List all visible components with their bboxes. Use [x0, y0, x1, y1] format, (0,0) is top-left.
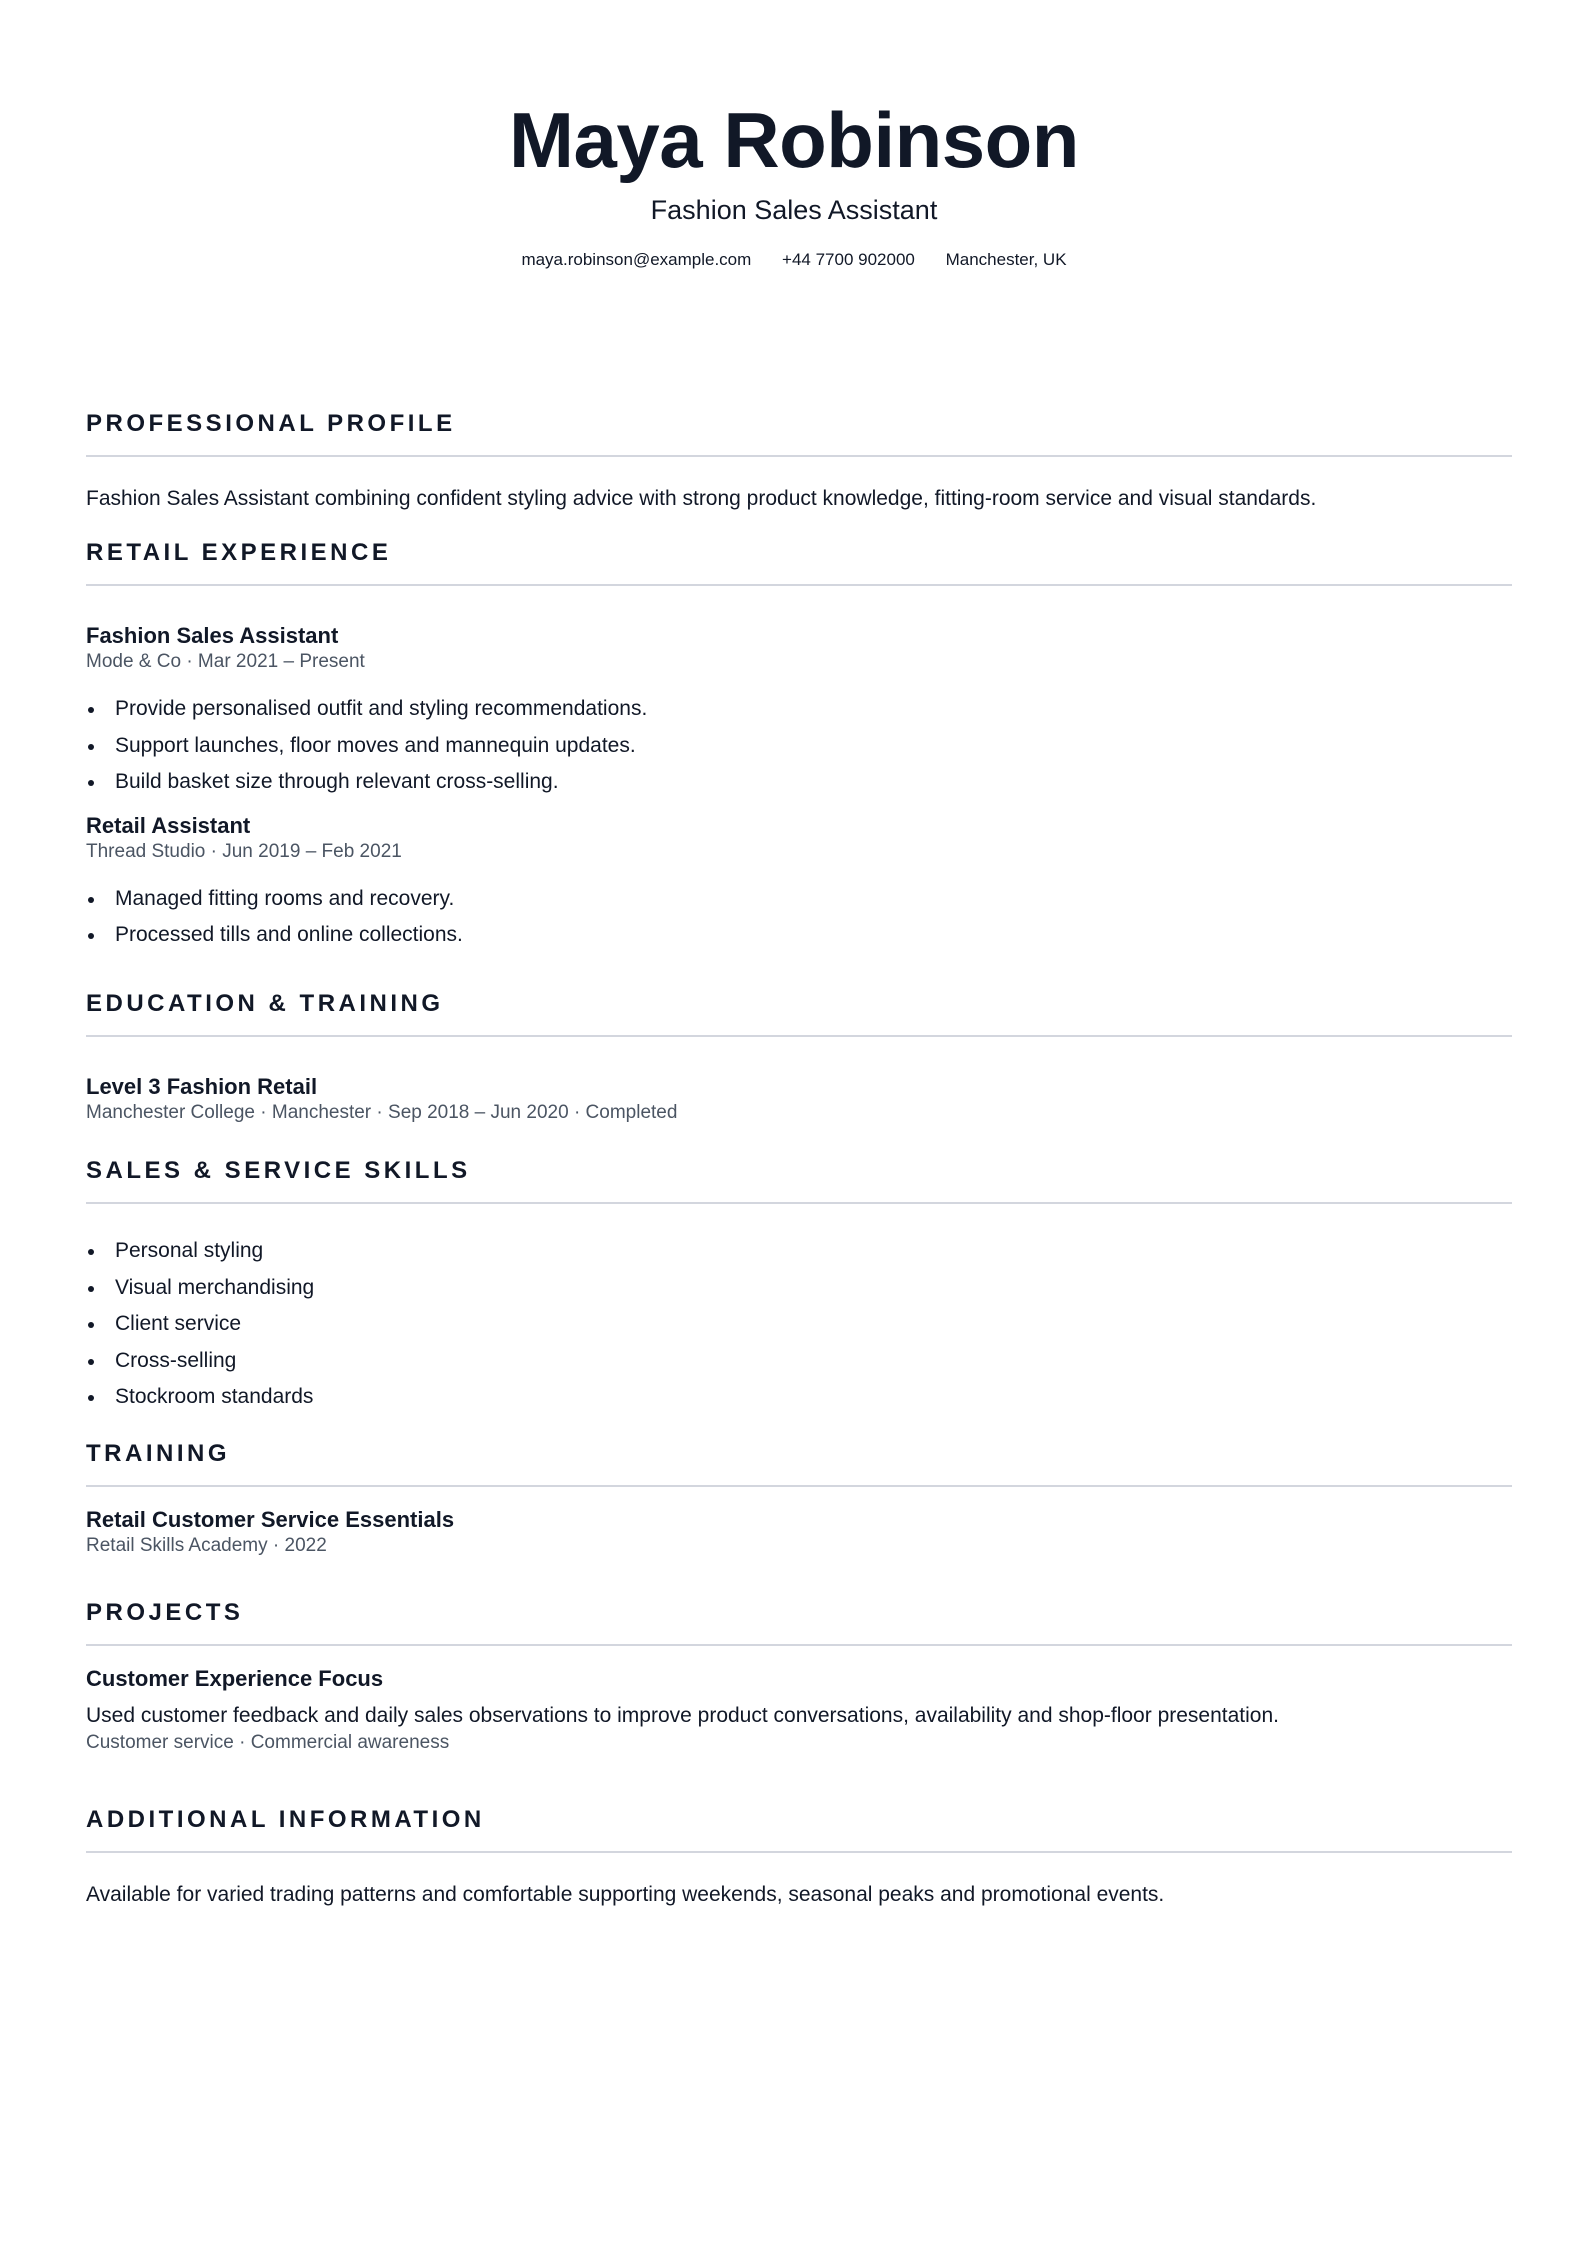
list-item: Personal styling [86, 1233, 1512, 1270]
section-divider [86, 1485, 1512, 1487]
contact-location: Manchester, UK [945, 250, 1067, 269]
list-item: Visual merchandising [86, 1270, 1512, 1307]
section-divider [86, 584, 1512, 586]
section-divider [86, 455, 1512, 457]
course-name: Retail Customer Service Essentials [86, 1507, 455, 1532]
job-meta: Thread Studio · Jun 2019 – Feb 2021 [86, 840, 402, 862]
candidate-name: Maya Robinson [509, 96, 1079, 184]
qualification-name: Level 3 Fashion Retail [86, 1074, 318, 1099]
list-item: Processed tills and online collections. [86, 917, 1512, 954]
job-bullets [86, 881, 1512, 954]
section-divider [86, 1644, 1512, 1646]
job-entry [86, 812, 1512, 954]
list-item: Provide personalised outfit and styling recommendations. [86, 691, 1512, 728]
contact-email[interactable]: maya.robinson@example.com [521, 250, 752, 269]
section-heading: PROFESSIONAL PROFILE [86, 410, 456, 437]
section-divider [86, 1035, 1512, 1037]
resume-header [86, 0, 1502, 272]
section-heading: TRAINING [86, 1440, 230, 1467]
list-item: Cross-selling [86, 1343, 1512, 1380]
training-entry [86, 1506, 1512, 1558]
section-heading: EDUCATION & TRAINING [86, 990, 444, 1017]
section-training [86, 1438, 1512, 1558]
section-divider [86, 1851, 1512, 1853]
section-additional-information [86, 1804, 1512, 1910]
list-item: Build basket size through relevant cross-selling. [86, 764, 1512, 801]
project-name: Customer Experience Focus [86, 1666, 384, 1691]
additional-text: Available for varied trading patterns and comfortable supporting weekends, seasonal peaks and promotional events. [86, 1883, 1165, 1906]
section-heading: PROJECTS [86, 1599, 244, 1626]
list-item: Client service [86, 1306, 1512, 1343]
job-meta: Mode & Co · Mar 2021 – Present [86, 651, 365, 672]
job-bullets [86, 691, 1512, 801]
job-role: Fashion Sales Assistant [86, 623, 339, 648]
section-projects [86, 1597, 1512, 1755]
list-item: Support launches, floor moves and mannequin updates. [86, 728, 1512, 765]
list-item: Stockroom standards [86, 1379, 1512, 1416]
section-heading: RETAIL EXPERIENCE [86, 539, 392, 566]
section-professional-profile [86, 408, 1512, 514]
section-skills [86, 1155, 1512, 1416]
section-divider [86, 1202, 1512, 1204]
course-meta: Retail Skills Academy · 2022 [86, 1535, 327, 1556]
section-education [86, 988, 1512, 1125]
list-item: Managed fitting rooms and recovery. [86, 881, 1512, 918]
section-retail-experience [86, 537, 1512, 954]
profile-summary: Fashion Sales Assistant combining confident styling advice with strong product knowledge, fitting-room service and visual standards. [86, 487, 1317, 510]
job-role: Retail Assistant [86, 812, 251, 838]
skills-list [86, 1233, 1512, 1416]
section-heading: ADDITIONAL INFORMATION [86, 1806, 485, 1833]
project-entry [86, 1665, 1512, 1755]
job-entry [86, 622, 1512, 801]
candidate-title: Fashion Sales Assistant [650, 195, 938, 225]
contact-phone[interactable]: +44 7700 902000 [782, 250, 915, 269]
qualification-meta: Manchester College · Manchester · Sep 2018 – Jun 2020 · Completed [86, 1102, 678, 1123]
contact-line [86, 248, 1502, 272]
section-heading: SALES & SERVICE SKILLS [86, 1157, 471, 1184]
education-entry [86, 1073, 1512, 1125]
project-description: Used customer feedback and daily sales observations to improve product conversations, availability and shop-floor presentation. [86, 1704, 1279, 1727]
project-tags: Customer service · Commercial awareness [86, 1732, 450, 1753]
